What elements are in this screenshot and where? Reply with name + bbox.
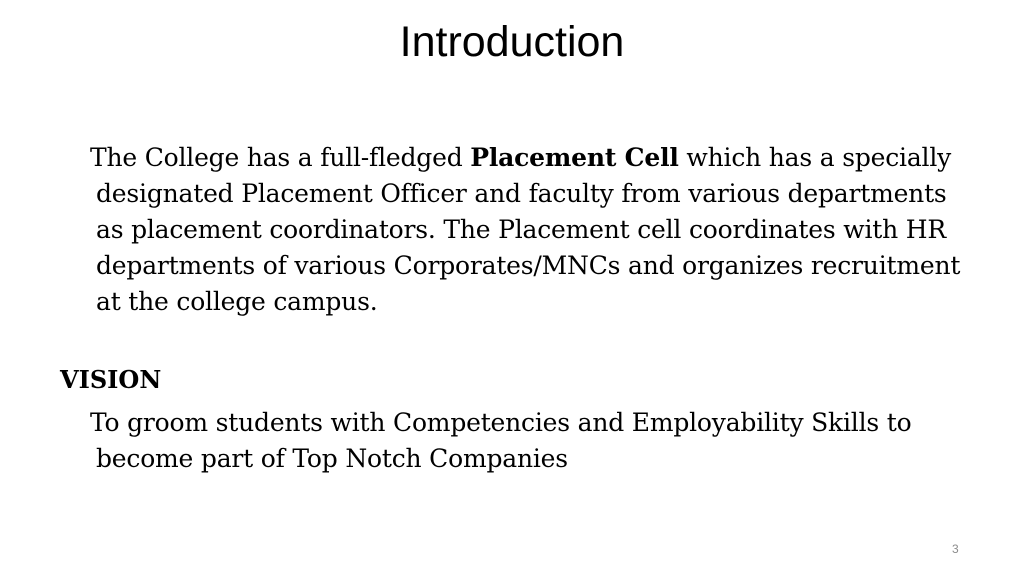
vision-paragraph: To groom students with Competencies and Employability Skills to become part of Top Notch Companies xyxy=(90,408,912,473)
intro-text-end: which has a specially designated Placement Officer and faculty from various departments as placement coordinators. The Placement cell coordinates with HR departments of various Corporates/MNCs and organizes recruitment at the college campus. xyxy=(96,143,961,316)
vision-heading: VISION xyxy=(60,365,162,394)
intro-text-start: The College has a full-fledged xyxy=(90,143,471,172)
placement-cell-emphasis: Placement Cell xyxy=(470,143,679,172)
page-number: 3 xyxy=(952,542,959,556)
slide-title: Introduction xyxy=(399,18,625,66)
intro-paragraph xyxy=(90,140,976,320)
